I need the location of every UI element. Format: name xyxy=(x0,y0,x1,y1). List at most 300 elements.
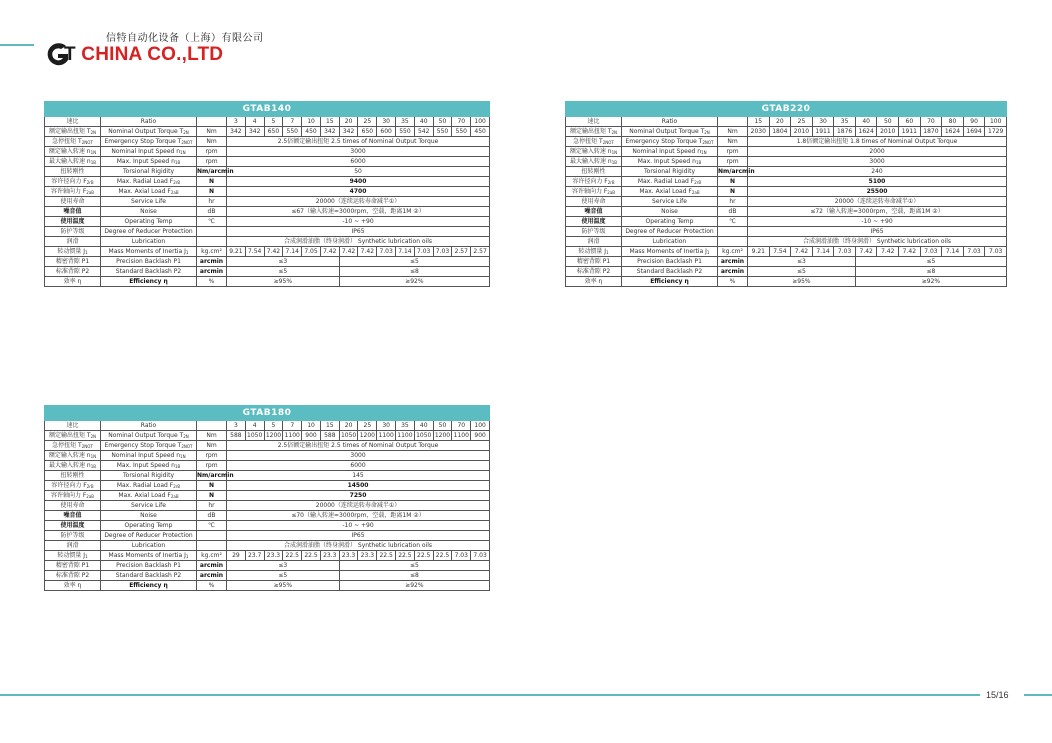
unit-eff: % xyxy=(718,277,748,287)
unit-ratio xyxy=(197,117,227,127)
label-cn-nmax xyxy=(45,461,101,471)
torque-value-12: 1100 xyxy=(453,432,469,439)
row-eff xyxy=(566,277,1007,287)
label-en-ratio xyxy=(622,117,718,127)
label-text: Lubrication xyxy=(131,238,166,245)
rigid-value: 240 xyxy=(748,167,1007,177)
label-text: 急停扭矩 T xyxy=(52,138,82,145)
p1-value-high: ≤5 xyxy=(339,561,489,571)
label-text: 精密背隙 P1 xyxy=(576,258,611,265)
label-cn-p1 xyxy=(45,561,101,571)
label-text: 最大输入转速 n xyxy=(48,462,91,469)
ratio-value-6: 20 xyxy=(339,117,358,127)
torque-value-6: 2010 xyxy=(877,127,899,137)
torque-value-4: 450 xyxy=(302,127,321,137)
label-en-temp xyxy=(101,217,197,227)
row-estop xyxy=(45,137,490,147)
ratio-value-9: 35 xyxy=(396,117,415,127)
label-text: 速比 xyxy=(587,118,600,125)
label-subscript: 1B xyxy=(174,464,181,469)
company-logo xyxy=(44,30,264,70)
nin-value: 3000 xyxy=(227,451,490,461)
label-subscript: 1N xyxy=(180,150,186,155)
inertia-value-4: 7.03 xyxy=(834,247,856,257)
unit-p1: arcmin xyxy=(197,257,227,267)
row-inertia xyxy=(45,247,490,257)
label-text: 容许径向力 F xyxy=(51,482,87,489)
unit-radial: N xyxy=(197,177,227,187)
label-text: 防护等级 xyxy=(581,228,606,235)
label-text: 标准背隙 P2 xyxy=(55,268,90,275)
label-en-nmax xyxy=(622,157,718,167)
inertia-value-3: 22.5 xyxy=(283,551,302,561)
label-text: Ratio xyxy=(140,118,157,125)
unit-lube xyxy=(718,237,748,247)
company-name-cn: 信特自动化设备（上海）有限公司 xyxy=(106,33,264,44)
row-axial xyxy=(45,491,490,501)
unit-ip xyxy=(197,227,227,237)
label-subscript: 2NOT xyxy=(602,140,614,145)
label-text: 容许轴向力 F xyxy=(571,188,608,195)
label-text: 额定输出扭矩 T xyxy=(48,432,91,439)
row-nmax xyxy=(45,461,490,471)
ratio-value-9: 35 xyxy=(396,421,415,431)
unit-life: hr xyxy=(197,197,227,207)
label-text: 润滑 xyxy=(587,238,600,245)
label-text: Nominal Input Speed n xyxy=(111,452,181,459)
row-torque xyxy=(566,127,1007,137)
row-life xyxy=(45,197,490,207)
row-rigid xyxy=(566,167,1007,177)
torque-value-10: 1694 xyxy=(963,127,985,137)
label-subscript: 1B xyxy=(174,160,181,165)
label-cn-ratio xyxy=(566,117,622,127)
torque-value-2: 650 xyxy=(264,127,283,137)
label-en-eff xyxy=(622,277,718,287)
label-subscript: 2aB xyxy=(607,190,616,195)
label-cn-axial xyxy=(45,491,101,501)
label-text: 使用温度 xyxy=(60,218,85,225)
label-cn-noise xyxy=(566,207,622,217)
axial-value: 25500 xyxy=(748,187,1007,197)
noise-value: ≤72（输入转速=3000rpm，空载，距离1M ②） xyxy=(748,207,1007,217)
label-subscript: 2rB xyxy=(694,180,702,185)
p2-value-high: ≤8 xyxy=(339,267,489,277)
torque-value-3: 550 xyxy=(283,127,302,137)
logo-text: CHINA CO.,LTD xyxy=(81,44,224,65)
unit-p1: arcmin xyxy=(718,257,748,267)
label-text: 噪音值 xyxy=(63,208,82,215)
inertia-value-12: 2.57 xyxy=(452,247,471,257)
label-en-nin xyxy=(622,147,718,157)
ratio-value-4: 35 xyxy=(834,117,856,127)
radial-value: 9400 xyxy=(227,177,490,187)
ratio-value-13: 100 xyxy=(471,117,490,127)
torque-value-2: 2010 xyxy=(791,127,813,137)
label-text: Nominal Output Torque T xyxy=(108,432,184,439)
ratio-value-9: 80 xyxy=(942,117,964,127)
torque-value-9: 1624 xyxy=(942,127,964,137)
label-cn-life xyxy=(566,197,622,207)
label-text: Noise xyxy=(140,512,157,519)
ratio-value-10: 40 xyxy=(414,421,433,431)
label-text: 使用温度 xyxy=(581,218,606,225)
row-ratio xyxy=(566,117,1007,127)
torque-value-8: 1100 xyxy=(378,432,394,439)
unit-nmax: rpm xyxy=(718,157,748,167)
lube-value: 合成润滑油脂（终身润滑） Synthetic lubrication oils xyxy=(227,237,490,247)
unit-temp: ℃ xyxy=(718,217,748,227)
ratio-value-5: 15 xyxy=(320,421,339,431)
inertia-value-2: 7.42 xyxy=(791,247,813,257)
label-cn-nin xyxy=(45,147,101,157)
label-text: Nominal Input Speed n xyxy=(111,148,181,155)
torque-value-11: 550 xyxy=(433,127,452,137)
label-text: Standard Backlash P2 xyxy=(636,268,703,275)
label-cn-temp xyxy=(45,217,101,227)
label-subscript: 2N xyxy=(611,130,618,135)
ratio-value-7: 25 xyxy=(358,117,377,127)
inertia-value-7: 23.3 xyxy=(358,551,377,561)
inertia-value-1: 7.54 xyxy=(245,247,264,257)
unit-temp: ℃ xyxy=(197,521,227,531)
label-text: Service Life xyxy=(131,502,166,509)
unit-ratio xyxy=(197,421,227,431)
label-en-temp xyxy=(622,217,718,227)
label-subscript: 2N xyxy=(90,434,97,439)
label-text: Ratio xyxy=(661,118,678,125)
row-eff xyxy=(45,277,490,287)
torque-value-10: 1050 xyxy=(416,432,432,439)
label-text: 容许轴向力 F xyxy=(50,188,87,195)
eff-value-high: ≥92% xyxy=(855,277,1006,287)
label-text: 额定输出扭矩 T xyxy=(48,128,91,135)
inertia-value-8: 7.03 xyxy=(377,247,396,257)
label-en-torque xyxy=(622,127,718,137)
label-cn-eff xyxy=(45,581,101,591)
inertia-value-2: 7.42 xyxy=(264,247,283,257)
ratio-value-10: 40 xyxy=(414,117,433,127)
label-text: Operating Temp xyxy=(645,218,694,225)
label-text: 速比 xyxy=(66,422,79,429)
unit-noise: dB xyxy=(718,207,748,217)
label-text: 扭转刚性 xyxy=(60,472,85,479)
label-cn-radial xyxy=(45,177,101,187)
label-text: 标准背隙 P2 xyxy=(576,268,611,275)
ratio-value-1: 4 xyxy=(245,117,264,127)
unit-nin: rpm xyxy=(718,147,748,157)
inertia-value-0: 9.21 xyxy=(227,247,246,257)
label-en-noise xyxy=(101,207,197,217)
label-cn-eff xyxy=(566,277,622,287)
row-p1 xyxy=(566,257,1007,267)
inertia-value-10: 22.5 xyxy=(414,551,433,561)
label-en-inertia xyxy=(622,247,718,257)
axial-value: 4700 xyxy=(227,187,490,197)
row-axial xyxy=(566,187,1007,197)
label-text: 防护等级 xyxy=(60,532,85,539)
label-cn-estop xyxy=(566,137,622,147)
title-row xyxy=(566,102,1007,117)
radial-value: 14500 xyxy=(227,481,490,491)
row-inertia xyxy=(45,551,490,561)
logo-letter-t: T xyxy=(64,44,76,65)
label-cn-temp xyxy=(45,521,101,531)
ratio-value-6: 50 xyxy=(877,117,899,127)
inertia-value-13: 7.03 xyxy=(471,551,490,561)
label-subscript: 2rB xyxy=(86,484,94,489)
label-text: Max. Input Speed n xyxy=(637,158,696,165)
unit-inertia: kg.cm² xyxy=(718,247,748,257)
label-en-rigid xyxy=(622,167,718,177)
nin-value: 3000 xyxy=(227,147,490,157)
label-subscript: 1N xyxy=(611,150,618,155)
label-en-estop xyxy=(101,137,197,147)
label-cn-inertia xyxy=(566,247,622,257)
row-life xyxy=(45,501,490,511)
label-text: 额定输入转速 n xyxy=(48,452,91,459)
ratio-value-6: 20 xyxy=(339,421,358,431)
label-subscript: 2NOT xyxy=(181,140,193,145)
row-rigid xyxy=(45,167,490,177)
label-cn-p1 xyxy=(566,257,622,267)
lube-value: 合成润滑油脂（终身润滑） Synthetic lubrication oils xyxy=(748,237,1007,247)
label-cn-inertia xyxy=(45,551,101,561)
label-subscript: 2NOT xyxy=(702,140,714,145)
label-text: 急停扭矩 T xyxy=(573,138,603,145)
torque-value-4: 900 xyxy=(302,431,321,441)
label-text: 转动惯量 J xyxy=(57,248,86,255)
label-text: Efficiency η xyxy=(129,278,168,285)
inertia-value-5: 7.42 xyxy=(855,247,877,257)
torque-value-4: 1876 xyxy=(834,127,856,137)
label-text: 扭转刚性 xyxy=(581,168,606,175)
estop-value: 2.5倍额定输出扭矩 2.5 times of Nominal Output Torque xyxy=(227,137,490,147)
label-subscript: 1B xyxy=(695,160,702,165)
row-p2 xyxy=(566,267,1007,277)
row-temp xyxy=(45,217,490,227)
inertia-value-3: 7.14 xyxy=(812,247,834,257)
label-en-noise xyxy=(101,511,197,521)
inertia-value-4: 22.5 xyxy=(302,551,321,561)
estop-value: 2.5倍额定输出扭矩 2.5 times of Nominal Output Torque xyxy=(227,441,490,451)
row-estop xyxy=(45,441,490,451)
inertia-value-9: 7.14 xyxy=(396,247,415,257)
p2-value-high: ≤8 xyxy=(855,267,1006,277)
eff-value-high: ≥92% xyxy=(339,581,489,591)
unit-radial: N xyxy=(197,481,227,491)
label-subscript: 1 xyxy=(606,250,609,255)
torque-value-1: 1050 xyxy=(247,432,263,439)
row-noise xyxy=(45,511,490,521)
label-en-radial xyxy=(622,177,718,187)
label-en-torque xyxy=(101,127,197,137)
row-torque xyxy=(45,431,490,441)
unit-axial: N xyxy=(197,187,227,197)
inertia-value-9: 22.5 xyxy=(396,551,415,561)
label-text: 扭转刚性 xyxy=(60,168,85,175)
label-cn-rigid xyxy=(45,167,101,177)
unit-p2: arcmin xyxy=(197,571,227,581)
label-text: Max. Axial Load F xyxy=(118,188,171,195)
inertia-value-2: 23.3 xyxy=(264,551,283,561)
company-name-en xyxy=(64,44,223,66)
ratio-value-5: 40 xyxy=(855,117,877,127)
ip-value: IP65 xyxy=(227,531,490,541)
torque-value-5: 1624 xyxy=(855,127,877,137)
inertia-value-7: 7.42 xyxy=(899,247,921,257)
label-text: 容许径向力 F xyxy=(51,178,87,185)
inertia-value-6: 7.42 xyxy=(339,247,358,257)
row-nin xyxy=(566,147,1007,157)
spec-table-gtab220 xyxy=(565,101,1007,287)
label-text: Mass Moments of Inertia J xyxy=(629,248,707,255)
label-subscript: 1 xyxy=(185,250,189,255)
label-subscript: 2N xyxy=(704,130,710,135)
label-en-noise xyxy=(622,207,718,217)
label-subscript: 1 xyxy=(85,554,88,559)
label-text: Lubrication xyxy=(131,542,166,549)
label-en-p1 xyxy=(622,257,718,267)
label-text: 额定输出扭矩 T xyxy=(569,128,612,135)
row-temp xyxy=(566,217,1007,227)
label-en-ratio xyxy=(101,117,197,127)
ratio-value-12: 70 xyxy=(452,421,471,431)
noise-value: ≤67（输入转速=3000rpm，空载，距离1M ②） xyxy=(227,207,490,217)
label-subscript: 1 xyxy=(706,250,710,255)
label-cn-axial xyxy=(45,187,101,197)
row-axial xyxy=(45,187,490,197)
label-cn-ip xyxy=(45,531,101,541)
row-nmax xyxy=(566,157,1007,167)
label-subscript: 2NOT xyxy=(181,444,193,449)
nin-value: 2000 xyxy=(748,147,1007,157)
label-subscript: 1 xyxy=(85,250,88,255)
ratio-value-12: 70 xyxy=(452,117,471,127)
label-en-eff xyxy=(101,277,197,287)
label-en-lube xyxy=(622,237,718,247)
label-en-radial xyxy=(101,177,197,187)
inertia-value-8: 7.03 xyxy=(920,247,942,257)
label-cn-eff xyxy=(45,277,101,287)
row-estop xyxy=(566,137,1007,147)
p2-value-high: ≤8 xyxy=(339,571,489,581)
label-en-life xyxy=(622,197,718,207)
unit-life: hr xyxy=(718,197,748,207)
row-temp xyxy=(45,521,490,531)
label-text: Ratio xyxy=(140,422,157,429)
axial-value: 7250 xyxy=(227,491,490,501)
ratio-value-3: 7 xyxy=(283,421,302,431)
row-nin xyxy=(45,147,490,157)
label-text: 速比 xyxy=(66,118,79,125)
torque-value-9: 550 xyxy=(396,127,415,137)
label-cn-ip xyxy=(45,227,101,237)
torque-value-11: 1729 xyxy=(985,127,1007,137)
label-text: Operating Temp xyxy=(124,522,173,529)
ratio-value-4: 10 xyxy=(302,421,321,431)
row-noise xyxy=(45,207,490,217)
label-cn-ratio xyxy=(45,421,101,431)
p2-value-low: ≤5 xyxy=(227,571,340,581)
eff-value-low: ≥95% xyxy=(227,581,340,591)
label-subscript: 2aB xyxy=(86,494,95,499)
label-cn-radial xyxy=(566,177,622,187)
torque-value-5: 588 xyxy=(320,431,339,441)
label-cn-noise xyxy=(45,511,101,521)
label-en-eff xyxy=(101,581,197,591)
label-text: 转动惯量 J xyxy=(578,248,607,255)
p1-value-high: ≤5 xyxy=(855,257,1006,267)
label-text: 额定输入转速 n xyxy=(569,148,612,155)
label-subscript: 2aB xyxy=(86,190,95,195)
ratio-value-3: 30 xyxy=(812,117,834,127)
inertia-value-0: 9.21 xyxy=(748,247,770,257)
ratio-value-13: 100 xyxy=(471,421,490,431)
label-subscript: 1N xyxy=(701,150,707,155)
unit-noise: dB xyxy=(197,511,227,521)
label-subscript: 2aB xyxy=(170,494,179,499)
label-text: Mass Moments of Inertia J xyxy=(108,248,186,255)
label-en-inertia xyxy=(101,247,197,257)
temp-value: -10 ~ +90 xyxy=(227,217,490,227)
label-en-estop xyxy=(101,441,197,451)
label-en-nin xyxy=(101,147,197,157)
nmax-value: 6000 xyxy=(227,461,490,471)
torque-value-11: 1200 xyxy=(434,432,451,439)
label-en-axial xyxy=(101,491,197,501)
label-subscript: 2aB xyxy=(170,190,179,195)
unit-estop: Nm xyxy=(718,137,748,147)
label-subscript: 2aB xyxy=(691,190,700,195)
inertia-value-5: 23.3 xyxy=(320,551,339,561)
unit-eff: % xyxy=(197,581,227,591)
unit-nmax: rpm xyxy=(197,461,227,471)
row-ip xyxy=(45,227,490,237)
unit-estop: Nm xyxy=(197,441,227,451)
row-p2 xyxy=(45,571,490,581)
row-rigid xyxy=(45,471,490,481)
label-text: Max. Input Speed n xyxy=(116,462,175,469)
row-ip xyxy=(566,227,1007,237)
label-en-torque xyxy=(101,431,197,441)
unit-torque: Nm xyxy=(718,127,748,137)
row-lube xyxy=(45,541,490,551)
unit-nmax: rpm xyxy=(197,157,227,167)
label-text: Operating Temp xyxy=(124,218,173,225)
label-text: Efficiency η xyxy=(650,278,689,285)
ratio-value-2: 5 xyxy=(264,421,283,431)
label-subscript: 1B xyxy=(90,160,96,165)
p1-value-low: ≤3 xyxy=(227,561,340,571)
label-text: Precision Backlash P1 xyxy=(637,258,702,265)
unit-radial: N xyxy=(718,177,748,187)
label-subscript: 2rB xyxy=(173,484,181,489)
label-subscript: 2NOT xyxy=(81,140,93,145)
torque-value-6: 342 xyxy=(339,127,358,137)
unit-p1: arcmin xyxy=(197,561,227,571)
label-cn-nmax xyxy=(566,157,622,167)
unit-rigid: Nm/arcmin xyxy=(197,472,234,479)
label-subscript: 2rB xyxy=(86,180,94,185)
label-text: 精密背隙 P1 xyxy=(55,562,90,569)
label-cn-nin xyxy=(566,147,622,157)
row-life xyxy=(566,197,1007,207)
row-nin xyxy=(45,451,490,461)
label-en-ip xyxy=(101,531,197,541)
life-value: 20000（连续运转寿命减半①） xyxy=(227,501,490,511)
radial-value: 5100 xyxy=(748,177,1007,187)
